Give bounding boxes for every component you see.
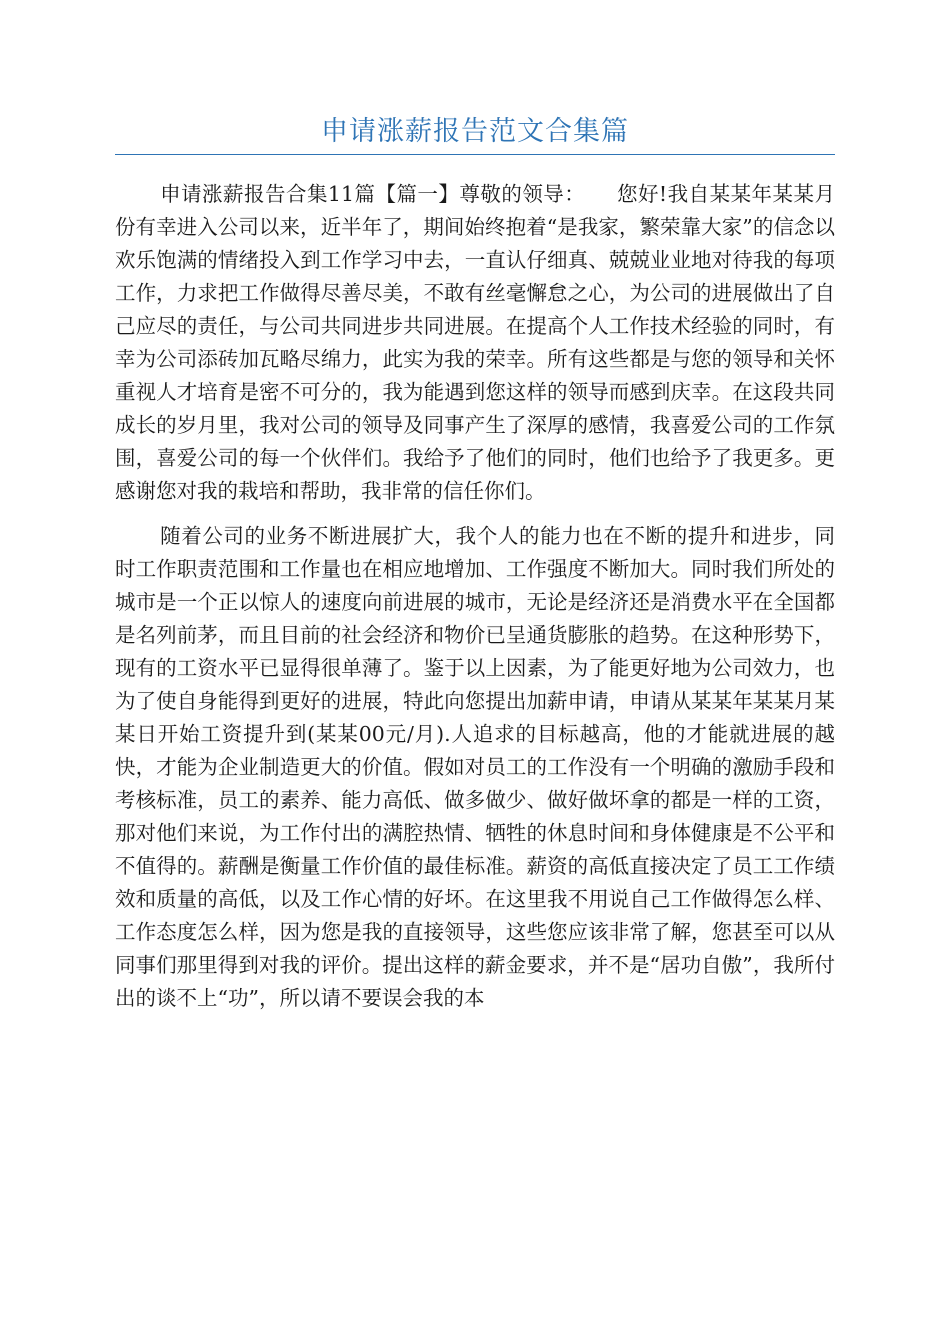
- title-underline: [115, 154, 835, 155]
- document-body: [115, 178, 835, 1027]
- paragraph: 随着公司的业务不断进展扩大，我个人的能力也在不断的提升和进步，同时工作职责范围和工作量也在相应地增加、工作强度不断加大。同时我们所处的城市是一个正以惊人的速度向前进展的城市，无论是经济还是消费水平在全国都是名列前茅，而且目前的社会经济和物价已呈通货膨胀的趋势。在这种形势下，现有的工资水平已显得很单薄了。鉴于以上因素，为了能更好地为公司效力，也为了使自身能得到更好的进展，特此向您提出加薪申请，申请从某某年某某月某某日开始工资提升到(某某00元/月).人追求的目标越高，他的才能就进展的越快，才能为企业制造更大的价值。假如对员工的工作没有一个明确的激励手段和考核标准，员工的素养、能力高低、做多做少、做好做坏拿的都是一样的工资，那对他们来说，为工作付出的满腔热情、牺牲的休息时间和身体健康是不公平和不值得的。薪酬是衡量工作价值的最佳标准。薪资的高低直接决定了员工工作绩效和质量的高低，以及工作心情的好坏。在这里我不用说自己工作做得怎么样、工作态度怎么样，因为您是我的直接领导，这些您应该非常了解，您甚至可以从同事们那里得到对我的评价。提出这样的薪金要求，并不是“居功自傲”，我所付出的谈不上“功”，所以请不要误会我的本: [115, 524, 835, 1010]
- document-title: 申请涨薪报告范文合集篇: [321, 116, 629, 147]
- paragraph: 申请涨薪报告合集11篇【篇一】尊敬的领导： 您好!我自某某年某某月份有幸进入公司以来，近半年了，期间始终抱着“是我家，繁荣靠大家”的信念以欢乐饱满的情绪投入到工作学习中去，一直认仔细真、兢兢业业地对待我的每项工作，力求把工作做得尽善尽美，不敢有丝毫懈怠之心，为公司的进展做出了自己应尽的责任，与公司共同进步共同进展。在提高个人工作技术经验的同时，有幸为公司添砖加瓦略尽绵力，此实为我的荣幸。所有这些都是与您的领导和关怀重视人才培育是密不可分的，我为能遇到您这样的领导而感到庆幸。在这段共同成长的岁月里，我对公司的领导及同事产生了深厚的感情，我喜爱公司的工作氛围，喜爱公司的每一个伙伴们。我给予了他们的同时，他们也给予了我更多。更感谢您对我的栽培和帮助，我非常的信任你们。: [115, 182, 835, 503]
